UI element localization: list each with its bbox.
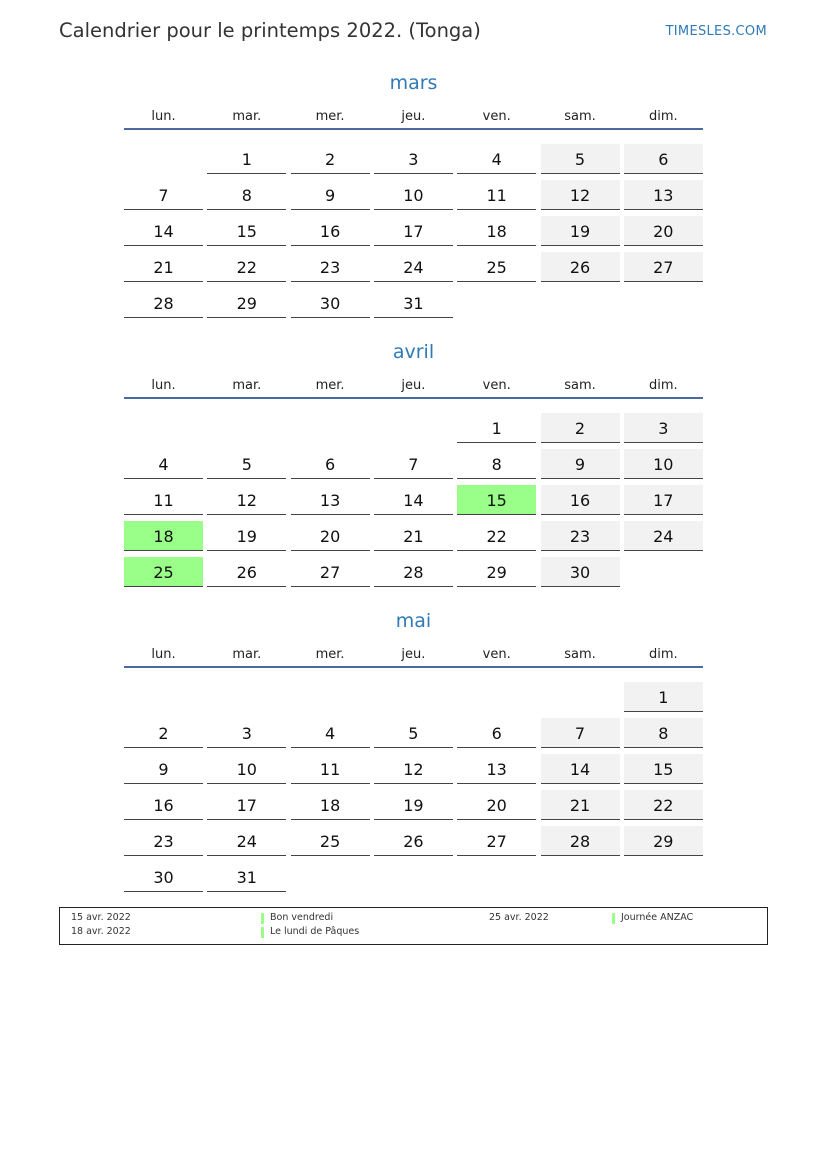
weekday-header: [124, 109, 703, 125]
weekday-label: ven.: [482, 109, 511, 124]
month-name: mai: [395, 610, 432, 632]
day-cell: 1: [457, 413, 536, 443]
day-cell: 16: [541, 485, 620, 515]
weekday-label: jeu.: [401, 647, 426, 662]
day-cell: 25: [457, 252, 536, 282]
weekday-label: mar.: [232, 109, 262, 124]
day-cell: 23: [541, 521, 620, 551]
day-cell: 3: [207, 718, 286, 748]
day-cell: 19: [374, 790, 453, 820]
day-cell: 8: [624, 718, 703, 748]
day-cell: 27: [457, 826, 536, 856]
header-rule: [124, 397, 703, 399]
day-cell: 27: [624, 252, 703, 282]
day-cell: 24: [374, 252, 453, 282]
day-cell: 2: [541, 413, 620, 443]
weekday-header: [124, 378, 703, 394]
day-cell: 18: [291, 790, 370, 820]
weekday-label: lun.: [151, 378, 176, 393]
day-cell: 16: [124, 790, 203, 820]
day-cell: 10: [624, 449, 703, 479]
day-cell: 26: [207, 557, 286, 587]
day-cell: 8: [207, 180, 286, 210]
day-cell: 11: [124, 485, 203, 515]
day-cell: 7: [374, 449, 453, 479]
day-cell: 18: [457, 216, 536, 246]
day-cell: 19: [207, 521, 286, 551]
holiday-legend: [59, 907, 768, 945]
day-cell: 16: [291, 216, 370, 246]
legend-holiday-name: Bon vendredi: [270, 912, 334, 923]
day-cell: 4: [291, 718, 370, 748]
day-cell: 22: [207, 252, 286, 282]
day-cell: 22: [624, 790, 703, 820]
weekday-label: ven.: [482, 647, 511, 662]
day-cell: 7: [541, 718, 620, 748]
day-cell: 14: [541, 754, 620, 784]
day-cell: 29: [207, 288, 286, 318]
day-cell: 11: [291, 754, 370, 784]
holiday-day-cell: 15: [457, 485, 536, 515]
day-cell: 9: [124, 754, 203, 784]
header-rule: [124, 666, 703, 668]
day-cell: 29: [457, 557, 536, 587]
legend-date: 25 avr. 2022: [489, 912, 549, 923]
weekday-label: dim.: [648, 109, 678, 124]
day-cell: 6: [624, 144, 703, 174]
weekday-label: mer.: [315, 647, 345, 662]
weekday-label: lun.: [151, 647, 176, 662]
day-cell: 3: [374, 144, 453, 174]
day-cell: 8: [457, 449, 536, 479]
day-cell: 28: [124, 288, 203, 318]
day-cell: 9: [291, 180, 370, 210]
day-cell: 19: [541, 216, 620, 246]
day-cell: 7: [124, 180, 203, 210]
day-cell: 28: [374, 557, 453, 587]
day-cell: 21: [541, 790, 620, 820]
day-cell: 26: [374, 826, 453, 856]
header-rule: [124, 128, 703, 130]
legend-date: 18 avr. 2022: [71, 926, 131, 937]
weekday-header: [124, 647, 703, 663]
day-cell: 17: [374, 216, 453, 246]
day-cell: 21: [124, 252, 203, 282]
day-cell: 13: [457, 754, 536, 784]
legend-color-marker: [612, 913, 615, 924]
day-cell: 30: [291, 288, 370, 318]
day-cell: 27: [291, 557, 370, 587]
weekday-label: jeu.: [401, 109, 426, 124]
legend-holiday-name: Journée ANZAC: [621, 912, 694, 923]
day-cell: 22: [457, 521, 536, 551]
day-cell: 23: [124, 826, 203, 856]
day-cell: 17: [207, 790, 286, 820]
day-cell: 5: [374, 718, 453, 748]
day-cell: 5: [207, 449, 286, 479]
day-cell: 20: [457, 790, 536, 820]
day-cell: 30: [124, 862, 203, 892]
day-cell: 1: [624, 682, 703, 712]
day-cell: 4: [457, 144, 536, 174]
weekday-label: mer.: [315, 109, 345, 124]
day-cell: 13: [624, 180, 703, 210]
day-cell: 3: [624, 413, 703, 443]
legend-holiday-name: Le lundi de Pâques: [270, 926, 360, 937]
day-cell: 28: [541, 826, 620, 856]
day-cell: 9: [541, 449, 620, 479]
weekday-label: sam.: [564, 378, 596, 393]
holiday-day-cell: 25: [124, 557, 203, 587]
weekday-label: sam.: [564, 109, 596, 124]
month-name: mars: [389, 72, 438, 94]
brand-link[interactable]: TIMESLES.COM: [665, 24, 767, 39]
weekday-label: dim.: [648, 378, 678, 393]
day-cell: 17: [624, 485, 703, 515]
day-cell: 12: [207, 485, 286, 515]
weekday-label: lun.: [151, 109, 176, 124]
legend-color-marker: [261, 913, 264, 924]
weekday-label: mar.: [232, 647, 262, 662]
day-cell: 15: [624, 754, 703, 784]
day-cell: 24: [624, 521, 703, 551]
day-cell: 24: [207, 826, 286, 856]
day-cell: 2: [291, 144, 370, 174]
weekday-label: dim.: [648, 647, 678, 662]
day-cell: 5: [541, 144, 620, 174]
day-cell: 23: [291, 252, 370, 282]
weekday-label: sam.: [564, 647, 596, 662]
day-cell: 31: [207, 862, 286, 892]
day-cell: 31: [374, 288, 453, 318]
legend-date: 15 avr. 2022: [71, 912, 131, 923]
day-cell: 4: [124, 449, 203, 479]
day-cell: 14: [374, 485, 453, 515]
day-cell: 21: [374, 521, 453, 551]
day-cell: 26: [541, 252, 620, 282]
day-cell: 2: [124, 718, 203, 748]
page-title: Calendrier pour le printemps 2022. (Tonga): [59, 19, 481, 42]
day-cell: 15: [207, 216, 286, 246]
day-cell: 25: [291, 826, 370, 856]
day-cell: 13: [291, 485, 370, 515]
month-name: avril: [392, 341, 435, 363]
day-cell: 10: [374, 180, 453, 210]
day-cell: 14: [124, 216, 203, 246]
legend-color-marker: [261, 927, 264, 938]
day-cell: 20: [624, 216, 703, 246]
day-cell: 11: [457, 180, 536, 210]
weekday-label: ven.: [482, 378, 511, 393]
day-cell: 1: [207, 144, 286, 174]
day-cell: 6: [457, 718, 536, 748]
day-cell: 6: [291, 449, 370, 479]
day-cell: 12: [541, 180, 620, 210]
day-cell: 30: [541, 557, 620, 587]
day-cell: 20: [291, 521, 370, 551]
day-cell: 10: [207, 754, 286, 784]
weekday-label: mar.: [232, 378, 262, 393]
holiday-day-cell: 18: [124, 521, 203, 551]
day-cell: 12: [374, 754, 453, 784]
weekday-label: jeu.: [401, 378, 426, 393]
day-cell: 29: [624, 826, 703, 856]
weekday-label: mer.: [315, 378, 345, 393]
